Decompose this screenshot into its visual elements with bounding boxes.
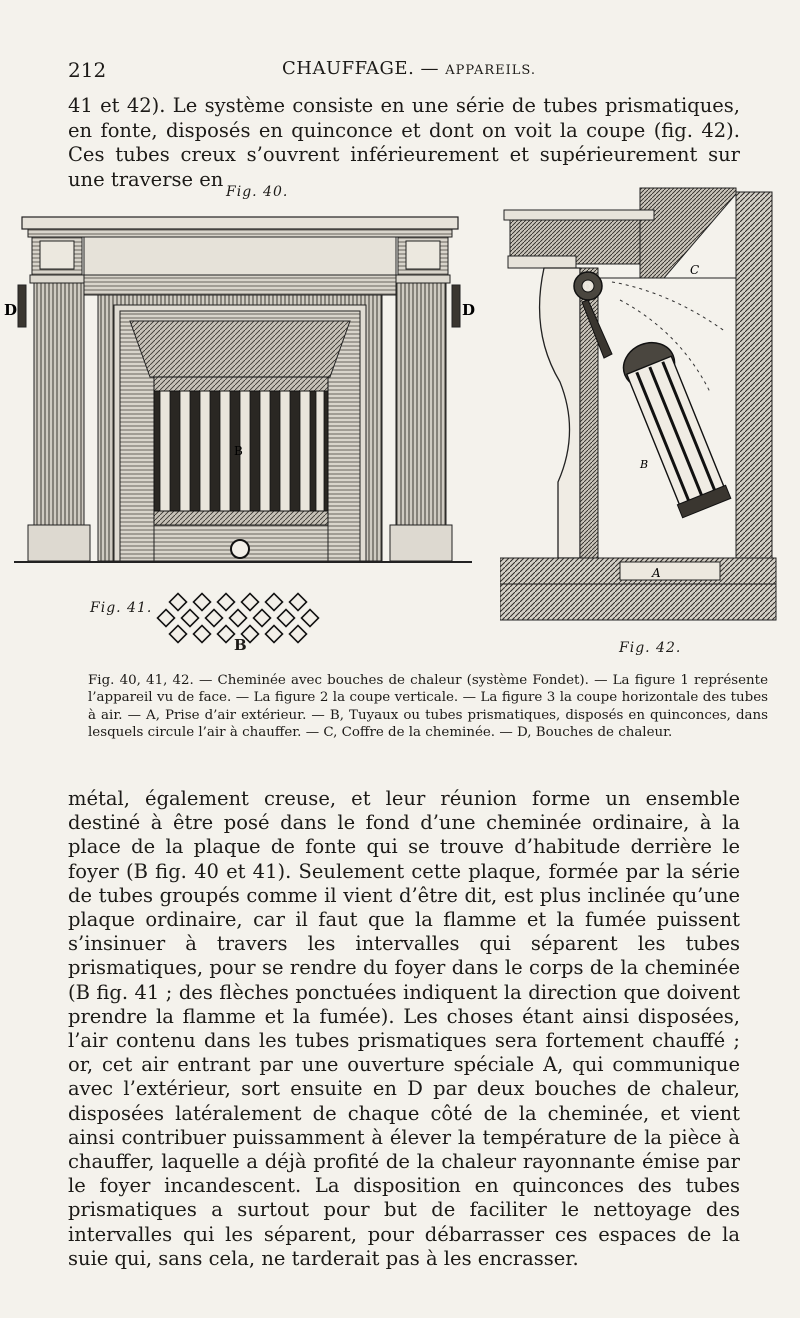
fig40-letter-d-left: D	[4, 301, 18, 319]
fig41-label: Fig. 41.	[90, 600, 153, 616]
fig41-letter-b: B	[234, 636, 247, 654]
figure-caption: Fig. 40, 41, 42. — Cheminée avec bouches de chaleur (système Fondet). — La figure 1 représente l’appareil vu de face. — La figure 2 la coupe verticale. — La figure 3 la coupe horizontale des tubes à air. — A, Prise d’air extérieur. — B, Tuyaux ou tubes prismatiques, disposés en quinconces, dans lesquels circule l’air à chauffer. — C, Coffre de la cheminée. — D, Bouches de chaleur.	[88, 673, 768, 741]
fig40-letter-d-right: D	[462, 301, 476, 319]
paragraph-top: 41 et 42). Le système consiste en une série de tubes prismatiques, en fonte, disposés en quinconce et dont on voit la coupe (fig. 42). Ces tubes creux s’ouvrent inférieurement et supérieurement sur une traverse en	[68, 94, 740, 191]
running-subtitle: APPAREILS.	[445, 63, 536, 78]
running-header	[68, 58, 738, 84]
paragraph-bottom: métal, également creuse, et leur réunion forme un ensemble destiné à être posé dans le fond d’une cheminée ordinaire, à la place de la plaque de fonte qui se trouve d’habitude derrière le foyer (B fig. 40 et 41). Seulement cette plaque, formée par la série de tubes groupés comme il vient d’être dit, est plus inclinée qu’une plaque ordinaire, car il faut que la flamme et la fumée puissent s’insinuer à travers les intervalles qui séparent les tubes prismatiques, pour se rendre du foyer dans le corps de la cheminée (B fig. 41 ; des flèches ponctuées indiquent la direction que doivent prendre la flamme et la fumée). Les choses étant ainsi disposées, l’air contenu dans les tubes prismatiques sera fortement chauffé ; or, cet air entrant par une ouverture spéciale A, qui communique avec l’extérieur, sort ensuite en D par deux bouches de chaleur, disposées latéralement de chaque côté de la cheminée, et vient ainsi contribuer puissamment à élever la température de la pièce à chauffer, laquelle a déjà profité de la chaleur rayonnante émise par le foyer incandescent. La disposition en quinconces des tubes prismatiques a surtout pour but de faciliter le nettoyage des intervalles qui les séparent, pour débarrasser ces espaces de la suie qui, sans cela, ne tarderait pas à les encrasser.	[68, 787, 740, 1270]
fig42-tube-assembly	[617, 335, 731, 518]
fig42-vertical-section	[500, 182, 780, 627]
fig42-label: Fig. 42.	[619, 640, 682, 656]
fig40-label: Fig. 40.	[226, 184, 289, 200]
fig42-letter-c: C	[690, 263, 700, 277]
fig42-letter-b: B	[640, 458, 649, 471]
fig40-fireplace-front	[0, 205, 480, 575]
page-number: 212	[68, 58, 107, 82]
running-title: CHAUFFAGE. — APPAREILS.	[282, 58, 536, 79]
fig40-letter-b: B	[234, 444, 243, 458]
fig42-letter-d: D	[584, 283, 592, 293]
fig42-letter-a: A	[652, 566, 661, 580]
